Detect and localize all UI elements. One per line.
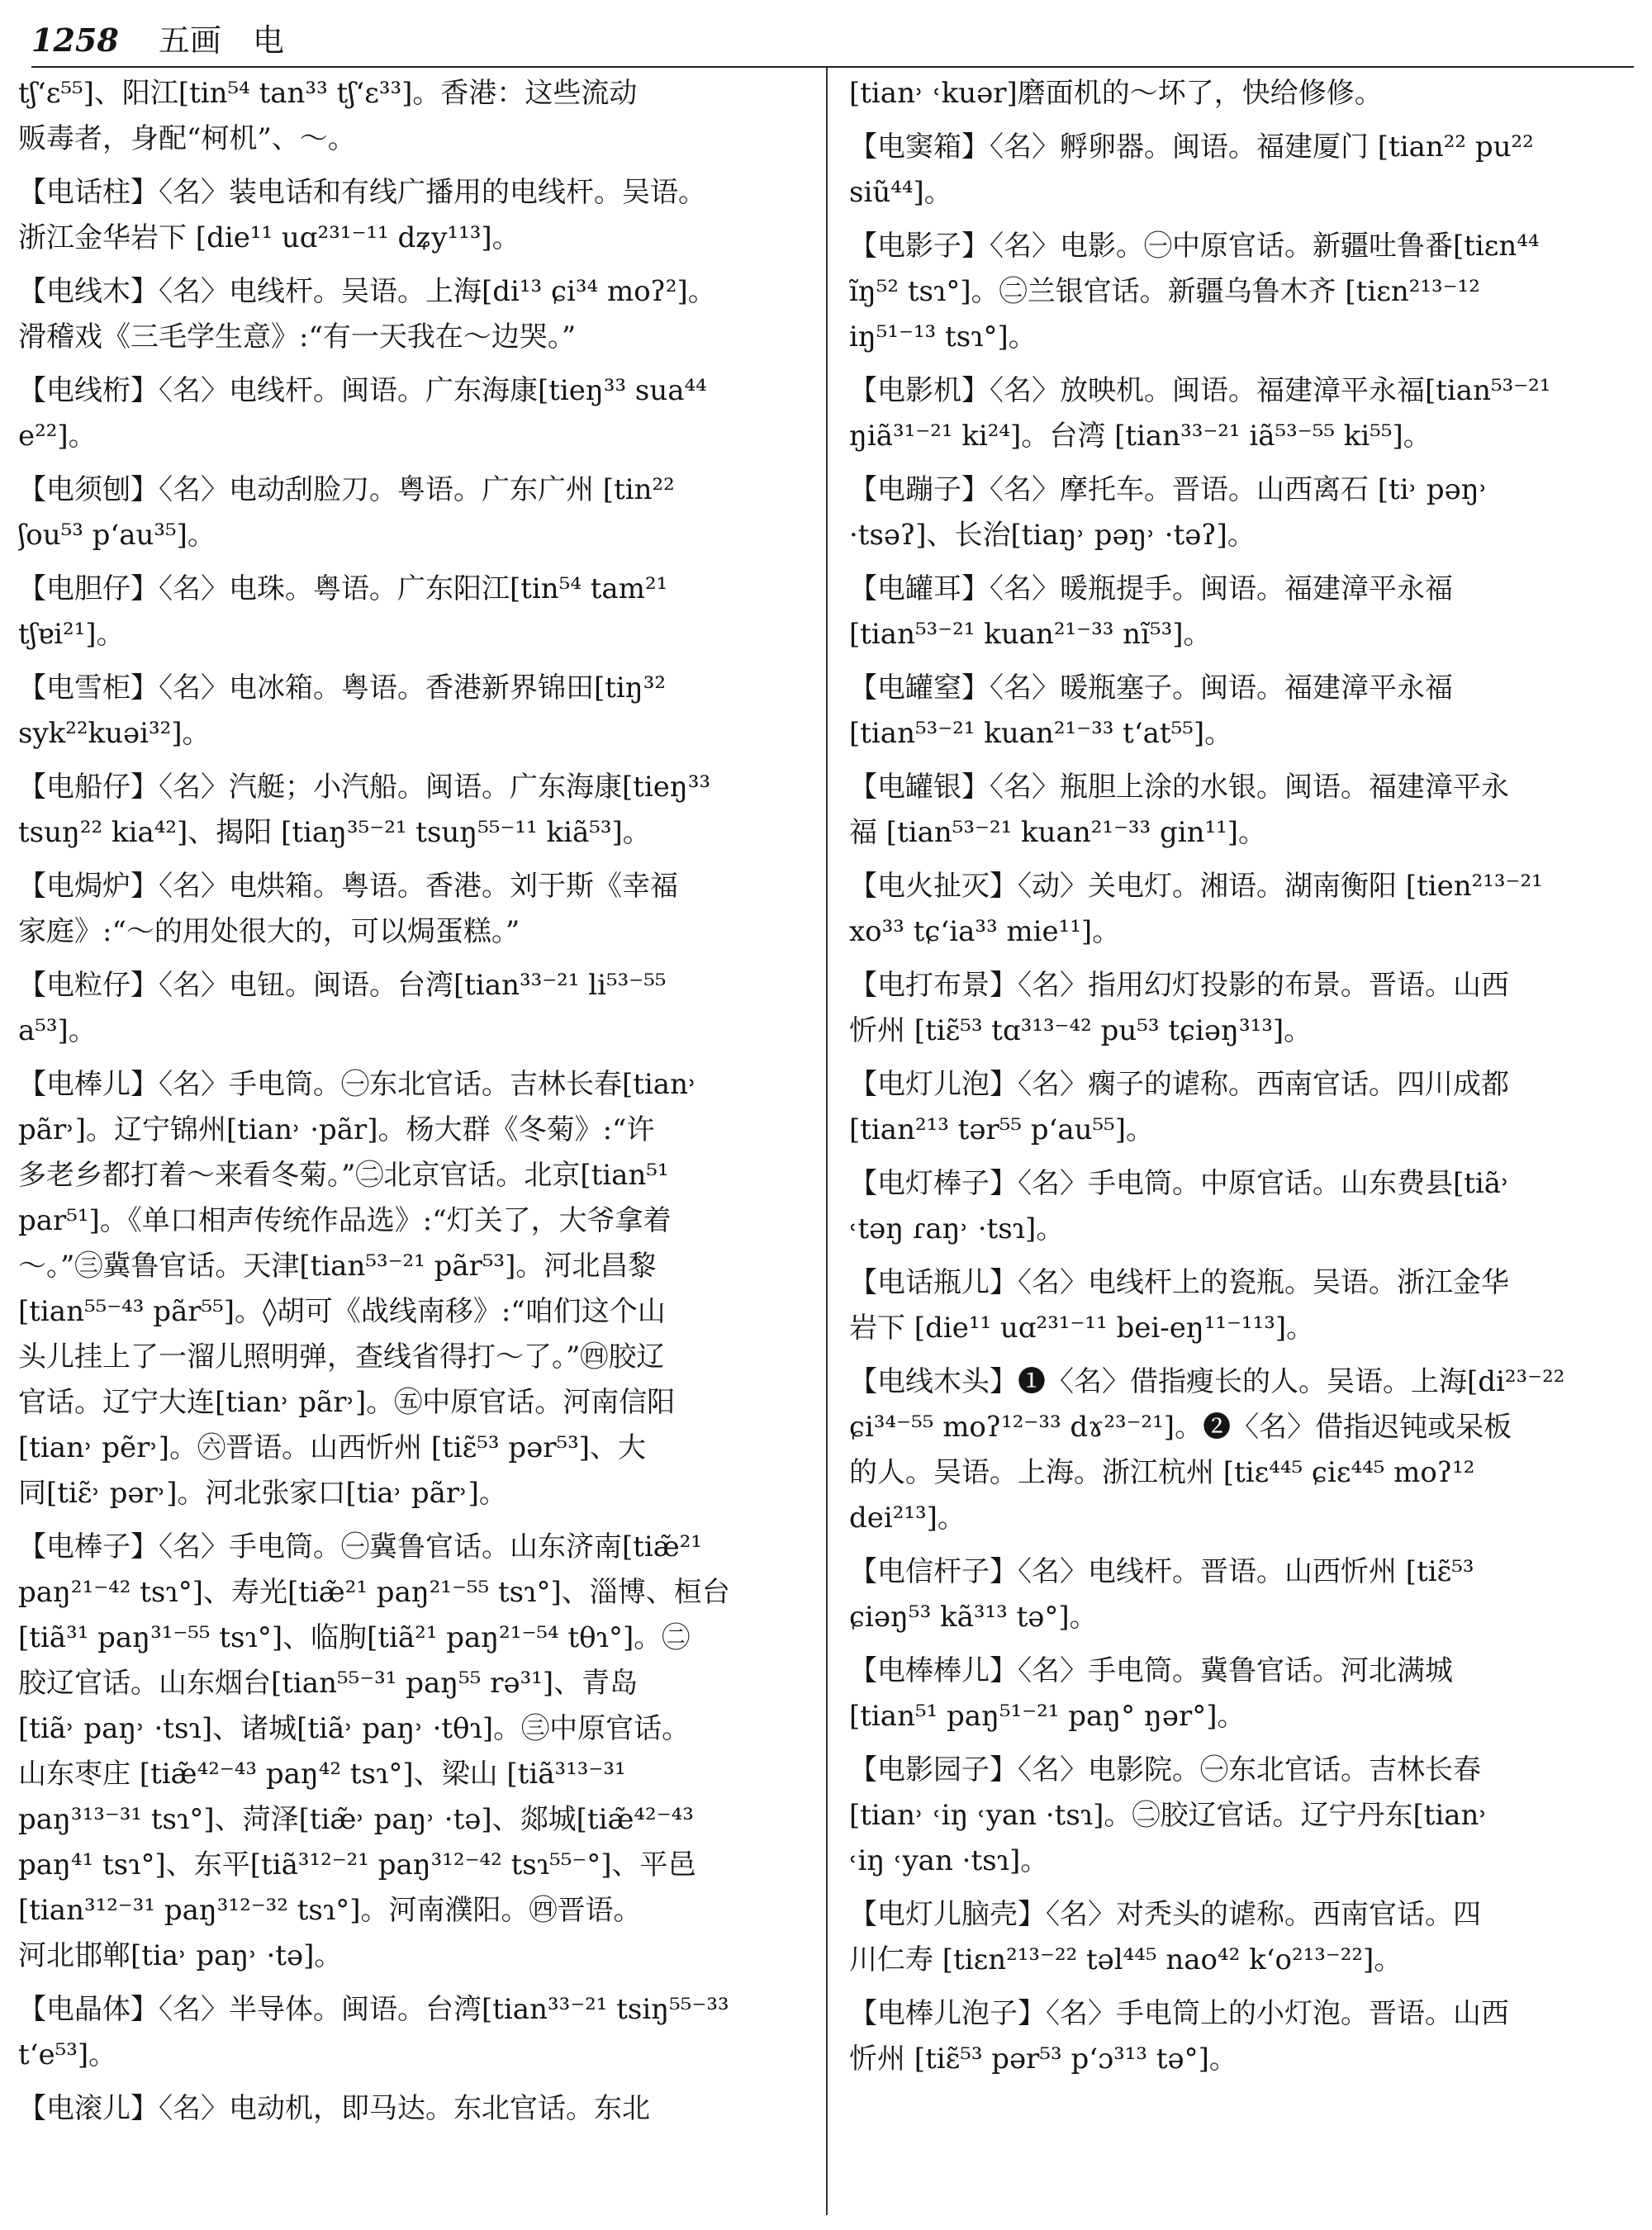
left-column <box>18 71 807 2132</box>
text-line: 滑稽戏《三毛学生意》:“有一天我在～边哭。” <box>18 320 577 353</box>
text-line: 【电影机】〈名〉放映机。闽语。福建漳平永福[tian⁵³⁻²¹ <box>849 374 1551 407</box>
column-divider <box>826 68 828 2215</box>
text-line: tʃɐi²¹]。 <box>18 618 125 651</box>
text-line: 【电棒棒儿】〈名〉手电筒。冀鲁官话。河北满城 <box>849 1654 1453 1687</box>
text-line: ～。”㊂冀鲁官话。天津[tian⁵³⁻²¹ pãr⁵³]。河北昌黎 <box>18 1250 657 1283</box>
text-line: 胶辽官话。山东烟台[tian⁵⁵⁻³¹ paŋ⁵⁵ rə³¹]、青岛 <box>18 1667 638 1700</box>
text-line: 官话。辽宁大连[tian˒ pãr˒]。㊄中原官话。河南信阳 <box>18 1386 676 1419</box>
text-line: 【电棒儿泡子】〈名〉手电筒上的小灯泡。晋语。山西 <box>849 1997 1509 2030</box>
text-line: [tian⁵⁵⁻⁴³ pãr⁵⁵]。◊胡可《战线南移》:“咱们这个山 <box>18 1295 666 1328</box>
text-line: syk²²kuəi³²]。 <box>18 717 211 750</box>
text-line: 【电线木】〈名〉电线杆。吴语。上海[di¹³ ɕi³⁴ moʔ²]。 <box>18 275 716 308</box>
text-line: 贩毒者，身配“柯机”、～。 <box>18 122 356 155</box>
text-line: paŋ²¹⁻⁴² tsɿ°]、寿光[tiæ̃²¹ paŋ²¹⁻⁵⁵ tsɿ°]、淄博、桓台 <box>18 1576 730 1609</box>
text-line: 【电灯棒子】〈名〉手电筒。中原官话。山东费县[tiã˒ <box>849 1167 1510 1200</box>
text-line: ˓təŋ ɾaŋ˒ ·tsɿ]。 <box>849 1212 1065 1245</box>
text-line: 头儿挂上了一溜儿照明弹，查线省得打～了。”㊃胶辽 <box>18 1340 665 1374</box>
text-line: 【电线桁】〈名〉电线杆。闽语。广东海康[tieŋ³³ sua⁴⁴ <box>18 374 707 407</box>
text-line: 【电焗炉】〈名〉电烘箱。粤语。香港。刘于斯《幸福 <box>18 870 678 903</box>
text-line: 川仁寿 [tiɛn²¹³⁻²² təl⁴⁴⁵ nao⁴² kʻo²¹³⁻²²]。 <box>849 1943 1403 1976</box>
text-line: dei²¹³]。 <box>849 1502 966 1535</box>
text-line: 【电窦箱】〈名〉孵卵器。闽语。福建厦门 [tian²² pu²² <box>849 130 1534 164</box>
text-line: tsuŋ²² kia⁴²]、揭阳 [tiaŋ³⁵⁻²¹ tsuŋ⁵⁵⁻¹¹ kiã⁵³]。 <box>18 816 651 849</box>
text-line: [tian˒ ˓iŋ ˓yan ·tsɿ]。㊁胶辽官话。辽宁丹东[tian˒ <box>849 1799 1488 1832</box>
text-line: 【电影子】〈名〉电影。㊀中原官话。新疆吐鲁番[tiɛn⁴⁴ <box>849 230 1540 263</box>
text-line: [tian˒ pẽr˒]。㊅晋语。山西忻州 [tiɛ̃⁵³ pər⁵³]、大 <box>18 1431 647 1464</box>
text-line: 家庭》:“～的用处很大的，可以焗蛋糕。” <box>18 915 520 948</box>
text-line: paŋ⁴¹ tsɿ°]、东平[tiã³¹²⁻²¹ paŋ³¹²⁻⁴² tsɿ⁵⁵⁻°]、平邑 <box>18 1848 696 1881</box>
text-line: 山东枣庄 [tiæ̃⁴²⁻⁴³ paŋ⁴² tsɿ°]、梁山 [tiã³¹³⁻³¹ <box>18 1758 626 1791</box>
page-number: 1258 <box>31 21 119 59</box>
text-line: 福 [tian⁵³⁻²¹ kuan²¹⁻³³ gin¹¹]。 <box>849 816 1267 849</box>
text-line: ·tsəʔ]、长治[tiaŋ˒ pəŋ˒ ·təʔ]。 <box>849 519 1256 552</box>
text-line: paŋ³¹³⁻³¹ tsɿ°]、菏泽[tiæ̃˒ paŋ˒ ·tə]、郯城[tiæ̃⁴²⁻⁴³ <box>18 1803 694 1836</box>
text-line: 【电灯儿脑壳】〈名〉对秃头的谑称。西南官话。四 <box>849 1898 1481 1931</box>
text-line: 河北邯郸[tia˒ paŋ˒ ·tə]。 <box>18 1939 343 1972</box>
text-line: [tian⁵¹ paŋ⁵¹⁻²¹ paŋ° ŋər°]。 <box>849 1700 1246 1733</box>
text-line: 忻州 [tiɛ̃⁵³ tɑ³¹³⁻⁴² pu⁵³ tɕiəŋ³¹³]。 <box>849 1014 1313 1047</box>
text-line: 【电胆仔】〈名〉电珠。粤语。广东阳江[tin⁵⁴ tam²¹ <box>18 572 668 605</box>
page-header <box>31 18 1634 68</box>
text-line: [tiã³¹ paŋ³¹⁻⁵⁵ tsɿ°]、临朐[tiã²¹ paŋ²¹⁻⁵⁴ tθɿ°]。㊁ <box>18 1621 691 1654</box>
text-line: 【电话柱】〈名〉装电话和有线广播用的电线杆。吴语。 <box>18 176 706 209</box>
header-rule <box>31 66 1634 68</box>
text-line: 【电滚儿】〈名〉电动机，即马达。东北官话。东北 <box>18 2092 650 2125</box>
text-line: 【电线木头】❶〈名〉借指瘦长的人。吴语。上海[di²³⁻²² <box>849 1365 1565 1398</box>
text-line: 的人。吴语。上海。浙江杭州 [tiɛ⁴⁴⁵ ɕiɛ⁴⁴⁵ moʔ¹² <box>849 1456 1475 1489</box>
text-line: tʻe⁵³]。 <box>18 2038 117 2071</box>
text-line: 【电灯儿泡】〈名〉瘸子的谑称。西南官话。四川成都 <box>849 1068 1509 1101</box>
text-line: 【电信杆子】〈名〉电线杆。晋语。山西忻州 [tiɛ̃⁵³ <box>849 1555 1474 1588</box>
text-line: 忻州 [tiɛ̃⁵³ pər⁵³ pʻɔ³¹³ tə°]。 <box>849 2043 1237 2076</box>
text-line: 同[tiɛ̃˒ pər˒]。河北张家口[tia˒ pãr˒]。 <box>18 1477 507 1510</box>
text-line: 【电雪柜】〈名〉电冰箱。粤语。香港新界锦田[tiŋ³² <box>18 671 666 705</box>
text-line: 【电蹦子】〈名〉摩托车。晋语。山西离石 [ti˒ pəŋ˒ <box>849 473 1488 506</box>
text-line: iŋ⁵¹⁻¹³ tsɿ°]。 <box>849 320 1037 353</box>
text-line: [tian⁵³⁻²¹ kuan²¹⁻³³ nĩ⁵³]。 <box>849 618 1212 651</box>
text-line: [tiã˒ paŋ˒ ·tsɿ]、诸城[tiã˒ paŋ˒ ·tθɿ]。㊂中原官话。 <box>18 1712 691 1745</box>
text-line: ˓iŋ ˓yan ·tsɿ]。 <box>849 1844 1049 1877</box>
text-line: par⁵¹]。《单口相声传统作品选》:“灯关了，大爷拿着 <box>18 1204 672 1237</box>
text-line: 【电话瓶儿】〈名〉电线杆上的瓷瓶。吴语。浙江金华 <box>849 1266 1509 1299</box>
text-line: 【电棒子】〈名〉手电筒。㊀冀鲁官话。山东济南[tiæ̃²¹ <box>18 1530 703 1563</box>
text-line: 【电罐耳】〈名〉暖瓶提手。闽语。福建漳平永福 <box>849 572 1453 605</box>
text-line: [tian³¹²⁻³¹ paŋ³¹²⁻³² tsɿ°]。河南濮阳。㊃晋语。 <box>18 1894 642 1927</box>
text-line: 多老乡都打着～来看冬菊。”㊁北京官话。北京[tian⁵¹ <box>18 1159 669 1192</box>
right-column <box>849 71 1638 2082</box>
text-line: 岩下 [die¹¹ uɑ²³¹⁻¹¹ bei-eŋ¹¹⁻¹¹³]。 <box>849 1312 1315 1345</box>
section-label: 五画 <box>158 22 221 59</box>
text-line: a⁵³]。 <box>18 1014 97 1047</box>
text-line: 【电罐窒】〈名〉暖瓶塞子。闽语。福建漳平永福 <box>849 671 1453 705</box>
text-line: ʃou⁵³ pʻau³⁵]。 <box>18 519 216 552</box>
text-line: siũ⁴⁴]。 <box>849 176 952 209</box>
text-line: 【电晶体】〈名〉半导体。闽语。台湾[tian³³⁻²¹ tsiŋ⁵⁵⁻³³ <box>18 1993 729 2026</box>
text-line: 【电船仔】〈名〉汽艇；小汽船。闽语。广东海康[tieŋ³³ <box>18 771 711 804</box>
text-line: 【电打布景】〈名〉指用幻灯投影的布景。晋语。山西 <box>849 969 1509 1002</box>
text-line: pãr˒]。辽宁锦州[tian˒ ·pãr]。杨大群《冬菊》:“许 <box>18 1113 655 1146</box>
text-line: xo³³ tɕʻia³³ mie¹¹]。 <box>849 915 1121 948</box>
text-line: ĩŋ⁵² tsɿ°]。㊁兰银官话。新疆乌鲁木齐 [tiɛn²¹³⁻¹² <box>849 275 1480 308</box>
text-line: 【电罐银】〈名〉瓶胆上涂的水银。闽语。福建漳平永 <box>849 771 1509 804</box>
text-line: e²²]。 <box>18 420 97 453</box>
text-line: 【电火扯灭】〈动〉关电灯。湘语。湖南衡阳 [tien²¹³⁻²¹ <box>849 870 1543 903</box>
text-line: [tian²¹³ tər⁵⁵ pʻau⁵⁵]。 <box>849 1113 1155 1146</box>
text-line: 【电影园子】〈名〉电影院。㊀东北官话。吉林长春 <box>849 1753 1481 1786</box>
text-line: 【电须刨】〈名〉电动刮脸刀。粤语。广东广州 [tin²² <box>18 473 675 506</box>
header-character: 电 <box>252 22 284 59</box>
text-line: 浙江金华岩下 [die¹¹ uɑ²³¹⁻¹¹ dʑy¹¹³]。 <box>18 221 520 254</box>
text-line: ɕi³⁴⁻⁵⁵ moʔ¹²⁻³³ dɤ²³⁻²¹]。❷〈名〉借指迟钝或呆板 <box>849 1411 1512 1444</box>
text-line: [tian˒ ˓kuər]磨面机的～坏了，快给修修。 <box>849 77 1383 110</box>
text-line: ŋiã³¹⁻²¹ ki²⁴]。台湾 [tian³³⁻²¹ iã⁵³⁻⁵⁵ ki⁵⁵]。 <box>849 420 1431 453</box>
text-line: tʃʻɛ⁵⁵]、阳江[tin⁵⁴ tan³³ tʃʻɛ³³]。香港：这些流动 <box>18 77 638 110</box>
text-line: ɕiəŋ⁵³ kã³¹³ tə°]。 <box>849 1601 1098 1634</box>
text-line: 【电粒仔】〈名〉电钮。闽语。台湾[tian³³⁻²¹ li⁵³⁻⁵⁵ <box>18 969 667 1002</box>
text-line: [tian⁵³⁻²¹ kuan²¹⁻³³ tʻat⁵⁵]。 <box>849 717 1233 750</box>
text-line: 【电棒儿】〈名〉手电筒。㊀东北官话。吉林长春[tian˒ <box>18 1068 697 1101</box>
